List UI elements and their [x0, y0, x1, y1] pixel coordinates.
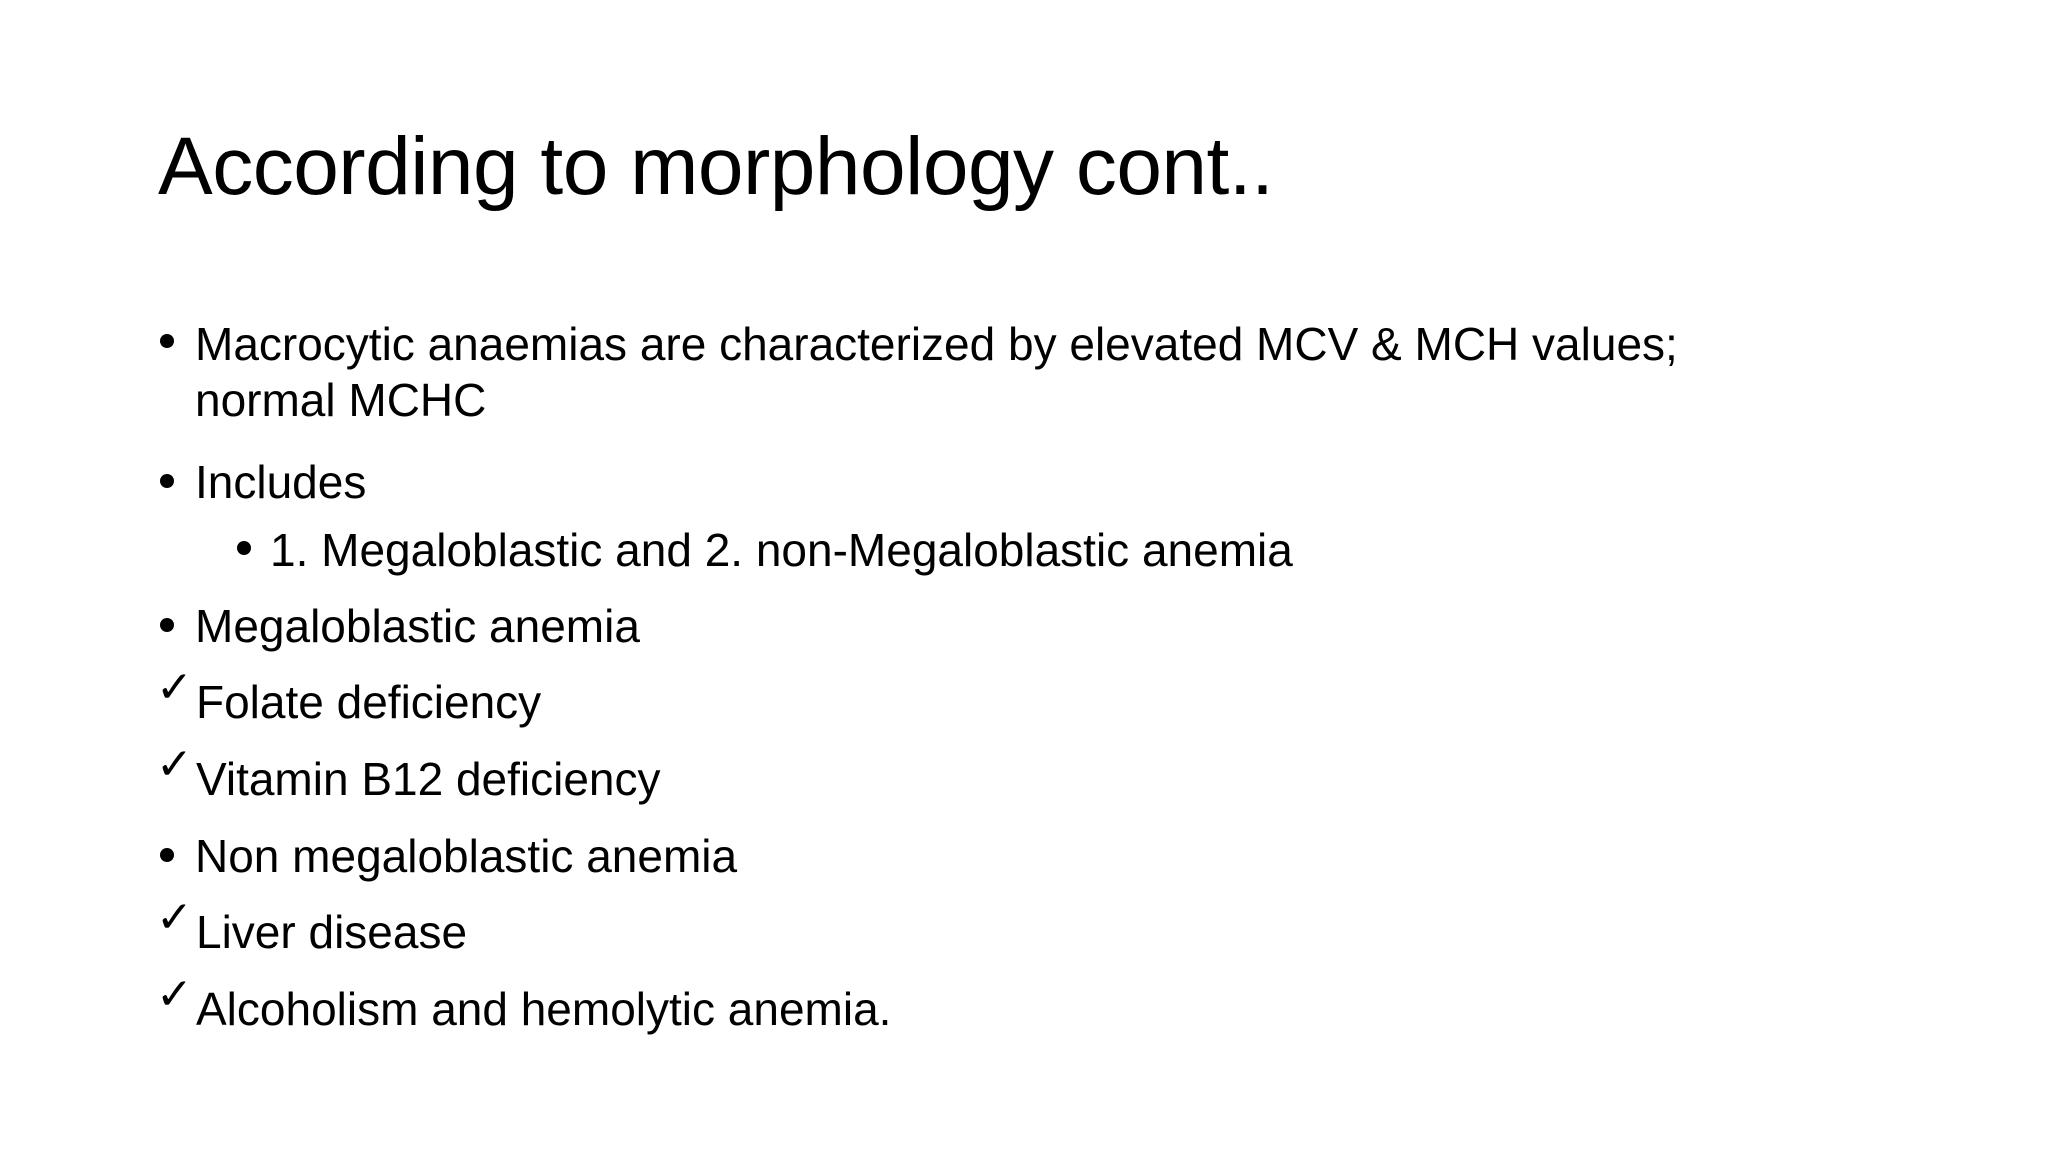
list-item-text: Liver disease: [196, 906, 468, 958]
list-item-text: Alcoholism and hemolytic anemia.: [196, 983, 892, 1035]
checkmark-icon: ✓: [156, 662, 193, 713]
bullet-icon: [160, 618, 174, 632]
bullet-icon: [160, 334, 174, 348]
bullet-icon: [160, 474, 174, 488]
slide-title: According to morphology cont..: [158, 121, 1274, 212]
list-item-text: Includes: [195, 456, 367, 508]
list-item-text: Macrocytic anaemias are characterized by elevated MCV & MCH values;: [195, 318, 1678, 370]
list-item-text: Megaloblastic anemia: [195, 600, 640, 652]
checkmark-icon: ✓: [156, 969, 193, 1020]
list-item-continuation: normal MCHC: [195, 374, 487, 426]
bullet-icon: [237, 541, 251, 555]
checkmark-icon: ✓: [156, 892, 193, 943]
checkmark-icon: ✓: [156, 739, 193, 790]
list-item-text: Folate deficiency: [196, 676, 542, 728]
bullet-icon: [160, 848, 174, 862]
list-item-text: 1. Megaloblastic and 2. non-Megaloblastic anemia: [270, 524, 1293, 576]
list-item-text: Non megaloblastic anemia: [195, 830, 738, 882]
list-item-text: Vitamin B12 deficiency: [196, 753, 661, 805]
